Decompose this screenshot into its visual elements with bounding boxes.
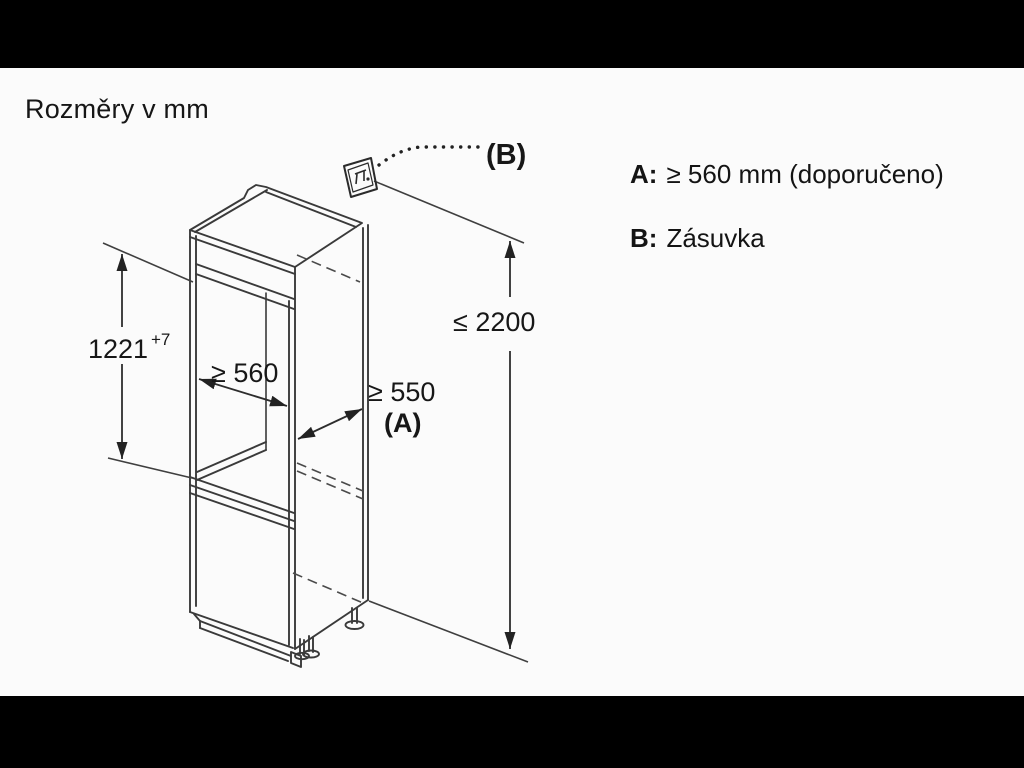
power-socket-icon (344, 158, 377, 197)
letterbox-bottom (0, 696, 1024, 768)
dim-label-max-height: ≤ 2200 (453, 307, 536, 337)
dotted-leader (379, 147, 479, 165)
legend-key-a: A: (630, 159, 658, 189)
letterbox-top (0, 0, 1024, 68)
dim-label-niche-height-tolerance: +7 (151, 330, 171, 349)
legend-item-a (630, 159, 944, 190)
cabinet-outline (190, 185, 368, 667)
socket-ref-label: (B) (486, 139, 527, 171)
dim-label-depth: ≥ 550 (368, 377, 436, 407)
legend (630, 159, 944, 287)
dim-label-depth-ref: (A) (384, 408, 422, 438)
legend-value-b: Zásuvka (666, 223, 765, 253)
legend-key-b: B: (630, 223, 658, 253)
dimension-lines (122, 241, 510, 649)
page-title: Rozměry v mm (25, 94, 209, 124)
adjustable-feet (295, 608, 364, 659)
legend-value-a: ≥ 560 mm (doporučeno) (666, 159, 944, 189)
legend-item-b (630, 223, 944, 254)
hidden-edges (293, 255, 363, 603)
dim-label-niche-width: ≥ 560 (211, 358, 279, 388)
dim-label-niche-height: 1221 (88, 334, 149, 364)
